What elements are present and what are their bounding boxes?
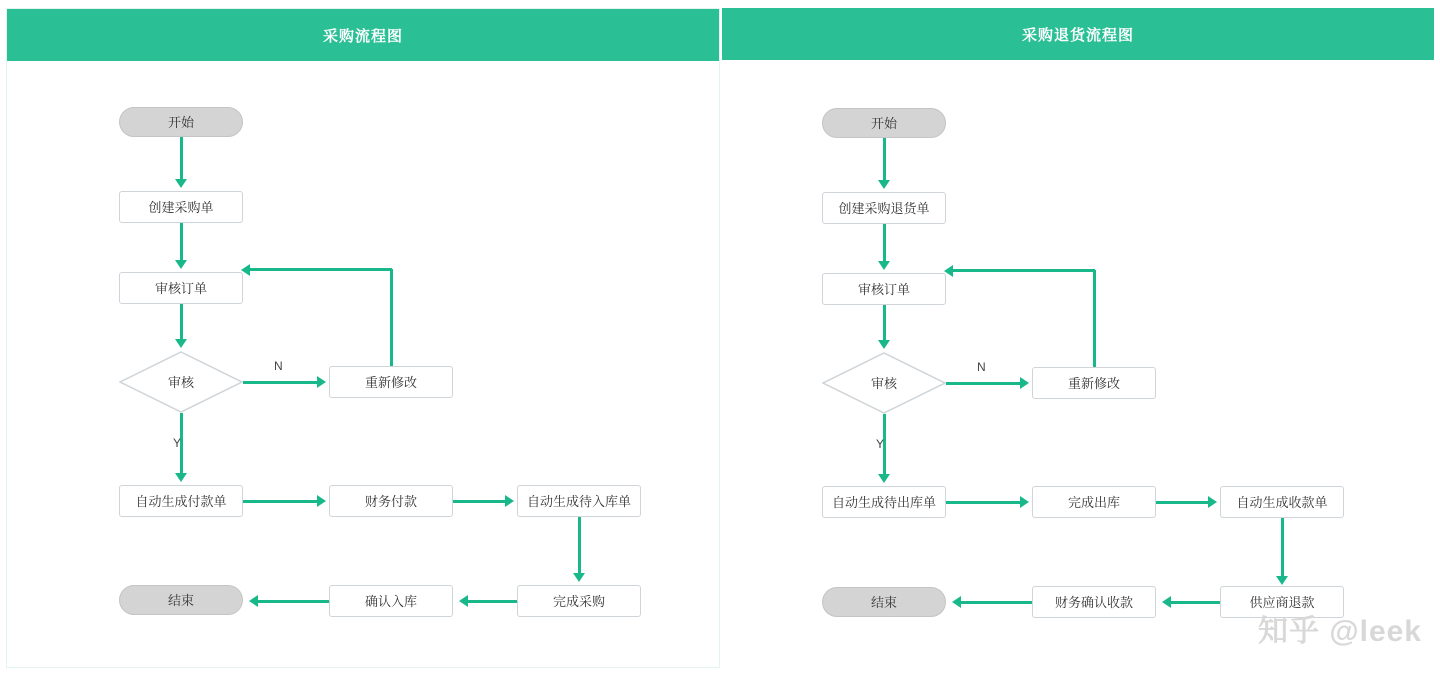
node-supplier-refund-label: 供应商退款 [1249,594,1315,610]
arrow-decision-to-genout-icon [878,474,890,483]
node-end[interactable] [822,587,946,617]
arrow-genout-to-outdone-icon [1020,496,1029,508]
purchase-flow-title: 采购流程图 [7,9,719,61]
node-start-label: 开始 [870,115,897,131]
node-generate-pending-outbound-label: 自动生成待出库单 [831,494,936,510]
edge-create-to-audit [883,224,886,261]
node-audit-order-label: 审核订单 [154,280,207,296]
edge-label-yes: Y [173,436,182,450]
edge-create-to-audit [180,223,183,260]
arrow-refund-to-finconf-icon [1162,596,1171,608]
arrow-modify-to-audit-icon [241,264,250,276]
edge-audit-to-decision [883,305,886,340]
node-complete-purchase-label: 完成采购 [552,593,605,609]
arrow-done-to-confirm-icon [459,595,468,607]
node-audit-decision-label: 审核 [870,375,897,391]
edge-start-to-create [180,137,183,179]
node-generate-pending-inbound[interactable] [517,485,641,517]
node-start[interactable] [822,108,946,138]
node-confirm-inbound[interactable] [329,585,453,617]
arrow-create-to-audit-icon [175,260,187,269]
node-start-label: 开始 [167,114,194,130]
node-modify-label: 重新修改 [1067,375,1120,391]
node-modify[interactable] [329,366,453,398]
node-complete-outbound[interactable] [1032,486,1156,518]
arrow-finconf-to-end-icon [952,596,961,608]
node-complete-outbound-label: 完成出库 [1067,494,1120,510]
node-audit-order-label: 审核订单 [857,281,910,297]
edge-modify-up [1093,270,1096,367]
edge-start-to-create [883,138,886,180]
node-generate-pending-outbound[interactable] [822,486,946,518]
arrow-genpay-to-paid-icon [317,495,326,507]
node-modify-label: 重新修改 [364,374,417,390]
node-generate-receipt-order[interactable] [1220,486,1344,518]
node-generate-receipt-order-label: 自动生成收款单 [1236,494,1328,510]
arrow-paid-to-genin-icon [505,495,514,507]
edge-modify-to-audit [950,269,1095,272]
edge-genin-to-done [578,517,581,573]
arrow-decision-to-modify-icon [317,376,326,388]
edge-decision-to-modify [946,382,1020,385]
edge-genpay-to-paid [243,500,317,503]
node-end-label: 结束 [167,592,194,608]
arrow-start-to-create-icon [175,179,187,188]
node-audit-decision[interactable] [119,351,243,413]
node-generate-pending-inbound-label: 自动生成待入库单 [526,493,631,509]
node-start[interactable] [119,107,243,137]
node-finance-confirm-receipt-label: 财务确认收款 [1054,594,1133,610]
arrow-start-to-create-icon [878,180,890,189]
arrow-outdone-to-genrecv-icon [1208,496,1217,508]
edge-outdone-to-genrecv [1156,501,1208,504]
node-generate-payment-order-label: 自动生成付款单 [135,493,227,509]
edge-paid-to-genin [453,500,505,503]
node-create-return-order-label: 创建采购退货单 [838,200,930,216]
node-finance-payment[interactable] [329,485,453,517]
node-audit-order[interactable] [119,272,243,304]
edge-label-yes: Y [876,437,885,451]
arrow-confirm-to-end-icon [249,595,258,607]
purchase-return-flow-canvas [722,60,1434,668]
edge-refund-to-finconf [1168,601,1220,604]
node-confirm-inbound-label: 确认入库 [364,593,417,609]
edge-modify-up [390,269,393,366]
arrow-modify-to-audit-icon [944,265,953,277]
node-finance-confirm-receipt[interactable] [1032,586,1156,618]
arrow-audit-to-decision-icon [878,340,890,349]
arrow-decision-to-modify-icon [1020,377,1029,389]
node-end[interactable] [119,585,243,615]
edge-confirm-to-end [255,600,329,603]
edge-audit-to-decision [180,304,183,339]
node-generate-payment-order[interactable] [119,485,243,517]
watermark: 知乎 @leek [1258,615,1422,648]
arrow-genin-to-done-icon [573,573,585,582]
edge-modify-to-audit [247,268,392,271]
node-audit-order[interactable] [822,273,946,305]
edge-label-no: N [274,359,283,373]
edge-decision-to-modify [243,381,317,384]
node-create-return-order[interactable] [822,192,946,224]
purchase-return-flow-panel [722,8,1434,668]
node-create-purchase-order[interactable] [119,191,243,223]
edge-label-no: N [977,360,986,374]
arrow-decision-to-genpay-icon [175,473,187,482]
edge-finconf-to-end [958,601,1032,604]
purchase-return-flow-title: 采购退货流程图 [722,8,1434,60]
node-audit-decision[interactable] [822,352,946,414]
arrow-create-to-audit-icon [878,261,890,270]
purchase-flow-panel [6,8,720,668]
node-create-purchase-order-label: 创建采购单 [148,199,214,215]
arrow-audit-to-decision-icon [175,339,187,348]
node-finance-payment-label: 财务付款 [364,493,417,509]
arrow-genrecv-to-refund-icon [1276,576,1288,585]
node-modify[interactable] [1032,367,1156,399]
edge-done-to-confirm [465,600,517,603]
node-end-label: 结束 [870,594,897,610]
edge-genrecv-to-refund [1281,518,1284,576]
node-audit-decision-label: 审核 [167,374,194,390]
edge-genout-to-outdone [946,501,1020,504]
node-complete-purchase[interactable] [517,585,641,617]
purchase-flow-canvas [7,61,719,669]
